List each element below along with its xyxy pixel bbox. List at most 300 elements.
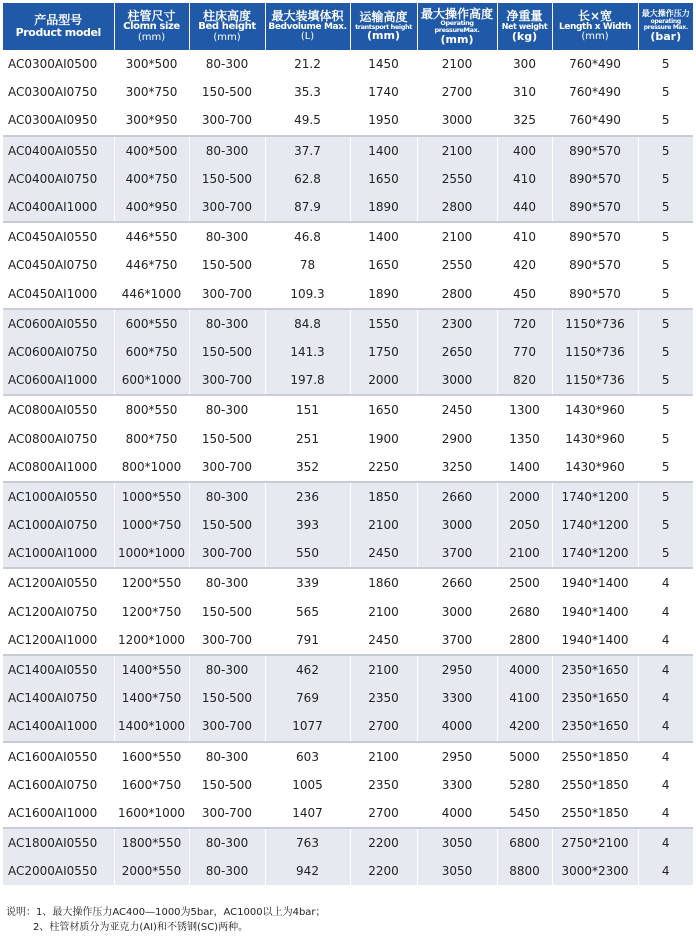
cell-product-model: AC0800AI1000 (3, 453, 114, 482)
cell-max-pressure: 4 (638, 626, 693, 655)
cell-length-width: 2550*1850 (552, 771, 638, 799)
cell-column-size: 300*950 (114, 106, 189, 135)
cell-bed-height: 300-700 (189, 453, 265, 482)
header-column-size (114, 3, 189, 50)
cell-bed-height: 300-700 (189, 193, 265, 222)
cell-transport-height: 2250 (350, 453, 417, 482)
cell-bed-height: 80-300 (189, 655, 265, 684)
table-row (3, 482, 693, 511)
cell-column-size: 600*750 (114, 338, 189, 366)
cell-operating-height: 2700 (417, 78, 497, 106)
table-row (3, 165, 693, 193)
cell-net-weight: 720 (497, 309, 552, 338)
cell-max-pressure: 4 (661, 749, 670, 764)
header-cn: 柱管尺寸 (127, 8, 176, 23)
cell-max-pressure: 5 (638, 539, 693, 568)
cell-net-weight: 420 (497, 251, 552, 279)
header-cn: 运输高度 (359, 10, 408, 25)
cell-operating-height: 3050 (417, 857, 497, 885)
table-row (3, 50, 693, 78)
cell-operating-height: 3000 (417, 106, 497, 135)
cell-transport-height: 1650 (350, 251, 417, 279)
cell-transport-height: 2200 (350, 828, 417, 857)
cell-max-pressure: 5 (661, 85, 670, 100)
cell-length-width: 1430*960 (552, 395, 638, 424)
cell-column-size: 300*500 (114, 50, 189, 78)
cell-net-weight: 6800 (497, 828, 552, 857)
note-line-2: 2、柱管材质分为亚克力(AI)和不锈钢(SC)两种。 (33, 922, 249, 933)
cell-column-size: 300*750 (114, 78, 189, 106)
cell-bed-height: 150-500 (189, 338, 265, 366)
cell-operating-height: 3000 (417, 366, 497, 395)
cell-column-size: 446*1000 (114, 280, 189, 309)
cell-bed-volume: 35.3 (265, 78, 350, 106)
table-row (3, 78, 693, 106)
cell-column-size: 1000*550 (114, 482, 189, 511)
cell-max-pressure: 4 (638, 828, 693, 857)
header-en: Net weight (501, 21, 548, 31)
cell-length-width: 890*570 (552, 251, 638, 279)
cell-bed-height: 300-700 (189, 280, 265, 309)
cell-operating-height: 4000 (417, 712, 497, 741)
cell-product-model: AC1400AI1000 (3, 712, 114, 741)
cell-bed-height: 300-700 (189, 366, 265, 395)
cell-operating-height: 4000 (417, 799, 497, 828)
cell-bed-volume: 197.8 (265, 366, 350, 395)
cell-transport-height: 1400 (350, 222, 417, 251)
cell-column-size: 800*550 (114, 395, 189, 424)
cell-transport-height: 2700 (350, 799, 417, 828)
header-bed-height (189, 3, 265, 50)
cell-product-model: AC0450AI0550 (3, 222, 114, 251)
header-length-width (552, 3, 638, 50)
table-row (3, 684, 693, 712)
cell-bed-volume: 78 (265, 251, 350, 279)
cell-operating-height: 2660 (417, 568, 497, 597)
cell-transport-height: 1550 (350, 309, 417, 338)
cell-max-pressure: 4 (661, 576, 670, 591)
cell-transport-height: 1750 (350, 338, 417, 366)
cell-transport-height: 1450 (350, 50, 417, 78)
header-en: Clomn size (123, 21, 180, 33)
cell-column-size: 446*550 (114, 222, 189, 251)
cell-product-model: AC0600AI0750 (3, 338, 114, 366)
cell-bed-volume: 791 (265, 626, 350, 655)
cell-length-width: 1740*1200 (552, 482, 638, 511)
cell-bed-height: 300-700 (189, 539, 265, 568)
cell-bed-volume: 769 (265, 684, 350, 712)
cell-transport-height: 2100 (350, 598, 417, 626)
cell-transport-height: 2450 (350, 626, 417, 655)
cell-max-pressure: 5 (638, 453, 693, 482)
cell-operating-height: 3300 (417, 684, 497, 712)
cell-column-size: 1200*1000 (114, 626, 189, 655)
table-row (3, 309, 693, 338)
header-en: Length x Width (558, 21, 632, 32)
header-unit: (kg) (511, 30, 538, 44)
cell-transport-height: 1890 (350, 193, 417, 222)
cell-transport-height: 2000 (350, 366, 417, 395)
cell-length-width: 760*490 (552, 50, 638, 78)
cell-bed-volume: 46.8 (265, 222, 350, 251)
cell-operating-height: 3700 (417, 539, 497, 568)
cell-column-size: 2000*550 (114, 857, 189, 885)
cell-operating-height: 3000 (417, 598, 497, 626)
cell-column-size: 1400*1000 (114, 712, 189, 741)
header-cn: 最大装填体积 (271, 9, 344, 24)
cell-operating-height: 2800 (417, 280, 497, 309)
cell-column-size: 446*750 (114, 251, 189, 279)
cell-column-size: 1400*550 (114, 655, 189, 684)
cell-product-model: AC0600AI1000 (3, 366, 114, 395)
cell-length-width: 1430*960 (552, 453, 638, 482)
cell-transport-height: 1650 (350, 165, 417, 193)
cell-length-width: 1940*1400 (552, 598, 638, 626)
cell-operating-height: 3300 (417, 771, 497, 799)
cell-length-width: 760*490 (552, 106, 638, 135)
cell-bed-volume: 84.8 (265, 309, 350, 338)
cell-length-width: 1940*1400 (552, 626, 638, 655)
cell-product-model: AC0800AI0550 (3, 395, 114, 424)
cell-transport-height: 1900 (350, 424, 417, 452)
cell-bed-volume: 462 (265, 655, 350, 684)
cell-bed-height: 80-300 (189, 742, 265, 771)
cell-bed-height: 150-500 (189, 165, 265, 193)
header-cn: 柱床高度 (202, 8, 251, 23)
cell-max-pressure: 5 (661, 258, 670, 273)
cell-product-model: AC1600AI1000 (3, 799, 114, 828)
cell-operating-height: 2100 (417, 222, 497, 251)
cell-bed-height: 80-300 (189, 136, 265, 165)
cell-bed-volume: 37.7 (265, 136, 350, 165)
cell-product-model: AC1200AI0550 (3, 568, 114, 597)
header-unit: (mm) (137, 31, 166, 43)
cell-bed-height: 80-300 (189, 395, 265, 424)
cell-transport-height: 2200 (350, 857, 417, 885)
cell-bed-height: 150-500 (189, 424, 265, 452)
cell-bed-height: 300-700 (189, 626, 265, 655)
header-en: Bedvolume Max. (268, 21, 347, 32)
cell-product-model: AC0400AI1000 (3, 193, 114, 222)
cell-column-size: 400*750 (114, 165, 189, 193)
cell-product-model: AC0450AI1000 (3, 280, 114, 309)
cell-column-size: 1400*750 (114, 684, 189, 712)
cell-net-weight: 310 (497, 78, 552, 106)
cell-bed-volume: 49.5 (265, 106, 350, 135)
cell-bed-height: 300-700 (189, 799, 265, 828)
cell-net-weight: 410 (497, 222, 552, 251)
cell-bed-height: 150-500 (189, 78, 265, 106)
cell-max-pressure: 5 (638, 280, 693, 309)
table-row (3, 280, 693, 309)
table-row (3, 453, 693, 482)
cell-max-pressure: 5 (638, 511, 693, 539)
cell-product-model: AC0300AI0950 (3, 106, 114, 135)
cell-net-weight: 2680 (497, 598, 552, 626)
cell-length-width: 1740*1200 (552, 511, 638, 539)
cell-product-model: AC1400AI0550 (3, 655, 114, 684)
header-unit: (L) (300, 31, 315, 43)
cell-length-width: 2550*1850 (552, 742, 638, 771)
cell-net-weight: 5450 (497, 799, 552, 828)
cell-bed-height: 80-300 (189, 222, 265, 251)
cell-transport-height: 2100 (350, 511, 417, 539)
cell-bed-volume: 339 (265, 568, 350, 597)
cell-bed-volume: 21.2 (265, 50, 350, 78)
cell-column-size: 800*750 (114, 424, 189, 452)
cell-bed-height: 80-300 (189, 309, 265, 338)
cell-transport-height: 1890 (350, 280, 417, 309)
cell-transport-height: 1740 (350, 78, 417, 106)
header-cn: 产品型号 (34, 13, 83, 28)
cell-bed-height: 80-300 (189, 568, 265, 597)
cell-operating-height: 2650 (417, 338, 497, 366)
cell-net-weight: 2050 (497, 511, 552, 539)
cell-length-width: 890*570 (552, 136, 638, 165)
cell-column-size: 1600*750 (114, 771, 189, 799)
cell-net-weight: 770 (497, 338, 552, 366)
cell-operating-height: 2550 (417, 251, 497, 279)
cell-operating-height: 3700 (417, 626, 497, 655)
table-row (3, 424, 693, 452)
table-row (3, 193, 693, 222)
table-row (3, 828, 693, 857)
cell-bed-volume: 87.9 (265, 193, 350, 222)
cell-column-size: 400*950 (114, 193, 189, 222)
table-row (3, 251, 693, 279)
cell-product-model: AC1000AI0550 (3, 482, 114, 511)
cell-product-model: AC2000AI0550 (3, 857, 114, 885)
cell-product-model: AC0450AI0750 (3, 251, 114, 279)
header-bed-volume (265, 3, 350, 50)
header-en: operating pressure Max. (643, 17, 688, 31)
cell-product-model: AC1400AI0750 (3, 684, 114, 712)
cell-operating-height: 2450 (417, 395, 497, 424)
cell-max-pressure: 5 (661, 431, 670, 446)
header-net-weight (497, 3, 552, 50)
cell-bed-height: 80-300 (189, 828, 265, 857)
table-row (3, 395, 693, 424)
cell-bed-height: 150-500 (189, 251, 265, 279)
cell-product-model: AC1000AI0750 (3, 511, 114, 539)
cell-length-width: 1940*1400 (552, 568, 638, 597)
cell-bed-volume: 1005 (265, 771, 350, 799)
header-unit: (mm) (213, 31, 241, 43)
cell-column-size: 800*1000 (114, 453, 189, 482)
header-en: Product model (15, 26, 101, 40)
cell-length-width: 760*490 (552, 78, 638, 106)
cell-product-model: AC1600AI0550 (3, 742, 114, 771)
cell-bed-height: 300-700 (189, 712, 265, 741)
cell-product-model: AC0800AI0750 (3, 424, 114, 452)
cell-net-weight: 300 (497, 50, 552, 78)
notes (6, 905, 326, 935)
table-row (3, 626, 693, 655)
cell-length-width: 2550*1850 (552, 799, 638, 828)
header-cn: 最大操作压力 (641, 9, 690, 19)
cell-transport-height: 1850 (350, 482, 417, 511)
table-row (3, 366, 693, 395)
cell-bed-volume: 141.3 (265, 338, 350, 366)
cell-bed-height: 150-500 (189, 684, 265, 712)
cell-operating-height: 2100 (417, 50, 497, 78)
cell-max-pressure: 5 (638, 193, 693, 222)
cell-length-width: 1740*1200 (552, 539, 638, 568)
cell-net-weight: 440 (497, 193, 552, 222)
cell-transport-height: 2700 (350, 712, 417, 741)
header-unit: (mm) (581, 31, 609, 43)
cell-operating-height: 2950 (417, 742, 497, 771)
table-row (3, 222, 693, 251)
cell-length-width: 1150*736 (552, 309, 638, 338)
cell-operating-height: 2300 (417, 309, 497, 338)
cell-bed-height: 150-500 (189, 598, 265, 626)
cell-bed-volume: 1407 (265, 799, 350, 828)
cell-operating-height: 3000 (417, 511, 497, 539)
header-operating-height (417, 3, 497, 50)
table-row (3, 857, 693, 885)
cell-max-pressure: 5 (638, 165, 693, 193)
cell-bed-volume: 251 (265, 424, 350, 452)
cell-bed-volume: 1077 (265, 712, 350, 741)
cell-max-pressure: 5 (661, 230, 670, 245)
cell-net-weight: 5280 (497, 771, 552, 799)
cell-transport-height: 2350 (350, 771, 417, 799)
cell-length-width: 2750*2100 (552, 828, 638, 857)
cell-net-weight: 1400 (497, 453, 552, 482)
cell-net-weight: 400 (497, 136, 552, 165)
cell-bed-height: 80-300 (189, 482, 265, 511)
cell-operating-height: 2800 (417, 193, 497, 222)
cell-length-width: 1150*736 (552, 338, 638, 366)
cell-net-weight: 2100 (497, 539, 552, 568)
table-row (3, 511, 693, 539)
cell-net-weight: 820 (497, 366, 552, 395)
table-row (3, 712, 693, 741)
header-max-pressure (638, 3, 693, 50)
table-row (3, 106, 693, 135)
cell-product-model: AC1200AI1000 (3, 626, 114, 655)
cell-column-size: 1600*550 (114, 742, 189, 771)
cell-column-size: 1000*750 (114, 511, 189, 539)
cell-max-pressure: 4 (638, 655, 693, 684)
cell-transport-height: 2100 (350, 742, 417, 771)
cell-net-weight: 8800 (497, 857, 552, 885)
cell-bed-volume: 393 (265, 511, 350, 539)
cell-transport-height: 2100 (350, 655, 417, 684)
header-unit: (mm) (367, 29, 400, 43)
cell-column-size: 1000*1000 (114, 539, 189, 568)
cell-operating-height: 2550 (417, 165, 497, 193)
cell-max-pressure: 4 (638, 857, 693, 885)
header-product-model (3, 3, 114, 50)
cell-transport-height: 1400 (350, 136, 417, 165)
cell-max-pressure: 5 (638, 338, 693, 366)
cell-net-weight: 1300 (497, 395, 552, 424)
cell-max-pressure: 5 (661, 57, 670, 72)
table-row (3, 799, 693, 828)
header-en: Bed height (198, 21, 256, 33)
cell-transport-height: 1650 (350, 395, 417, 424)
cell-operating-height: 3250 (417, 453, 497, 482)
cell-net-weight: 2500 (497, 568, 552, 597)
cell-net-weight: 4100 (497, 684, 552, 712)
cell-bed-height: 300-700 (189, 106, 265, 135)
cell-length-width: 1430*960 (552, 424, 638, 452)
note-line-1: 说明：1、最大操作压力AC400—1000为5bar，AC1000以上为4bar； (6, 907, 326, 918)
cell-transport-height: 2350 (350, 684, 417, 712)
cell-max-pressure: 4 (638, 684, 693, 712)
cell-length-width: 890*570 (552, 222, 638, 251)
cell-product-model: AC1800AI0550 (3, 828, 114, 857)
cell-bed-height: 150-500 (189, 771, 265, 799)
spec-table-body (3, 50, 693, 885)
cell-bed-volume: 603 (265, 742, 350, 771)
header-cn: 净重量 (506, 9, 543, 24)
cell-operating-height: 2100 (417, 136, 497, 165)
cell-net-weight: 450 (497, 280, 552, 309)
cell-length-width: 3000*2300 (552, 857, 638, 885)
cell-bed-height: 80-300 (189, 857, 265, 885)
table-row (3, 742, 693, 771)
cell-column-size: 1200*750 (114, 598, 189, 626)
cell-max-pressure: 4 (638, 712, 693, 741)
cell-operating-height: 2660 (417, 482, 497, 511)
cell-operating-height: 2950 (417, 655, 497, 684)
cell-length-width: 890*570 (552, 280, 638, 309)
table-row (3, 338, 693, 366)
cell-max-pressure: 5 (638, 366, 693, 395)
cell-product-model: AC0300AI0500 (3, 50, 114, 78)
header-en: trantsport height (355, 22, 412, 31)
cell-product-model: AC1600AI0750 (3, 771, 114, 799)
cell-operating-height: 2900 (417, 424, 497, 452)
cell-bed-volume: 109.3 (265, 280, 350, 309)
cell-net-weight: 4200 (497, 712, 552, 741)
cell-bed-volume: 236 (265, 482, 350, 511)
table-row (3, 568, 693, 597)
cell-transport-height: 1950 (350, 106, 417, 135)
cell-max-pressure: 4 (661, 777, 670, 792)
cell-net-weight: 410 (497, 165, 552, 193)
cell-length-width: 2350*1650 (552, 684, 638, 712)
cell-bed-volume: 550 (265, 539, 350, 568)
cell-length-width: 890*570 (552, 165, 638, 193)
cell-max-pressure: 4 (661, 604, 670, 619)
cell-bed-height: 150-500 (189, 511, 265, 539)
cell-column-size: 600*1000 (114, 366, 189, 395)
header-row (3, 3, 693, 50)
cell-column-size: 1600*1000 (114, 799, 189, 828)
cell-length-width: 890*570 (552, 193, 638, 222)
table-row (3, 539, 693, 568)
cell-max-pressure: 5 (638, 136, 693, 165)
table-row (3, 598, 693, 626)
header-cn: 最大操作高度 (420, 6, 493, 21)
cell-bed-volume: 942 (265, 857, 350, 885)
cell-column-size: 600*550 (114, 309, 189, 338)
cell-length-width: 2350*1650 (552, 712, 638, 741)
cell-bed-volume: 565 (265, 598, 350, 626)
cell-max-pressure: 4 (638, 799, 693, 828)
cell-transport-height: 1860 (350, 568, 417, 597)
cell-column-size: 1200*550 (114, 568, 189, 597)
cell-column-size: 400*500 (114, 136, 189, 165)
cell-net-weight: 4000 (497, 655, 552, 684)
header-unit: (bar) (650, 30, 682, 44)
cell-product-model: AC0400AI0750 (3, 165, 114, 193)
cell-length-width: 1150*736 (552, 366, 638, 395)
